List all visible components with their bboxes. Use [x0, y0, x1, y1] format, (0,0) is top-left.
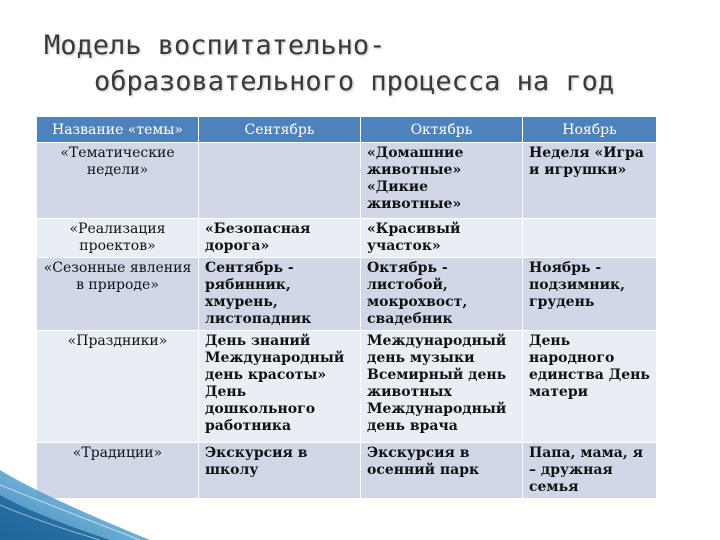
- table-row: [37, 219, 657, 258]
- table-row: [37, 143, 657, 219]
- header-november: Ноябрь: [523, 117, 657, 143]
- table-cell: [523, 219, 657, 258]
- header-october: Октябрь: [361, 117, 523, 143]
- row-label-holidays: «Праздники»: [37, 331, 199, 443]
- slide-title: [44, 28, 614, 100]
- table-cell: День знаний Международный день красоты» День дошкольного работника: [199, 331, 361, 443]
- table-cell: День народного единства День матери: [523, 331, 657, 443]
- row-label-traditions: «Традиции»: [37, 443, 199, 499]
- table-cell: Сентябрь - рябинник, хмурень, листопадник: [199, 258, 361, 331]
- table-row: [37, 331, 657, 443]
- table-cell: Октябрь - листобой, мокрохвост, свадебник: [361, 258, 523, 331]
- table-cell: Экскурсия в осенний парк: [361, 443, 523, 499]
- table-cell: Международный день музыки Всемирный день животных Международный день врача: [361, 331, 523, 443]
- table-cell: Ноябрь - подзимник, грудень: [523, 258, 657, 331]
- header-topic-name: Название «темы»: [37, 117, 199, 143]
- table-cell: «Домашние животные» «Дикие животные»: [361, 143, 523, 219]
- header-september: Сентябрь: [199, 117, 361, 143]
- slide-title-line-2: образовательного процесса на год: [94, 66, 615, 97]
- row-label-seasonal: «Сезонные явления в природе»: [37, 258, 199, 331]
- table-row: [37, 258, 657, 331]
- table-header-row: [37, 117, 657, 143]
- table-cell: Папа, мама, я – дружная семья: [523, 443, 657, 499]
- table-cell: [199, 143, 361, 219]
- slide-title-line-1: Модель воспитательно-: [44, 30, 386, 61]
- table-cell: «Красивый участок»: [361, 219, 523, 258]
- annual-plan-table: [36, 116, 657, 499]
- table-cell: Неделя «Игра и игрушки»: [523, 143, 657, 219]
- row-label-projects: «Реализация проектов»: [37, 219, 199, 258]
- row-label-thematic-weeks: «Тематические недели»: [37, 143, 199, 219]
- table-row: [37, 443, 657, 499]
- table-cell: «Безопасная дорога»: [199, 219, 361, 258]
- table-cell: Экскурсия в школу: [199, 443, 361, 499]
